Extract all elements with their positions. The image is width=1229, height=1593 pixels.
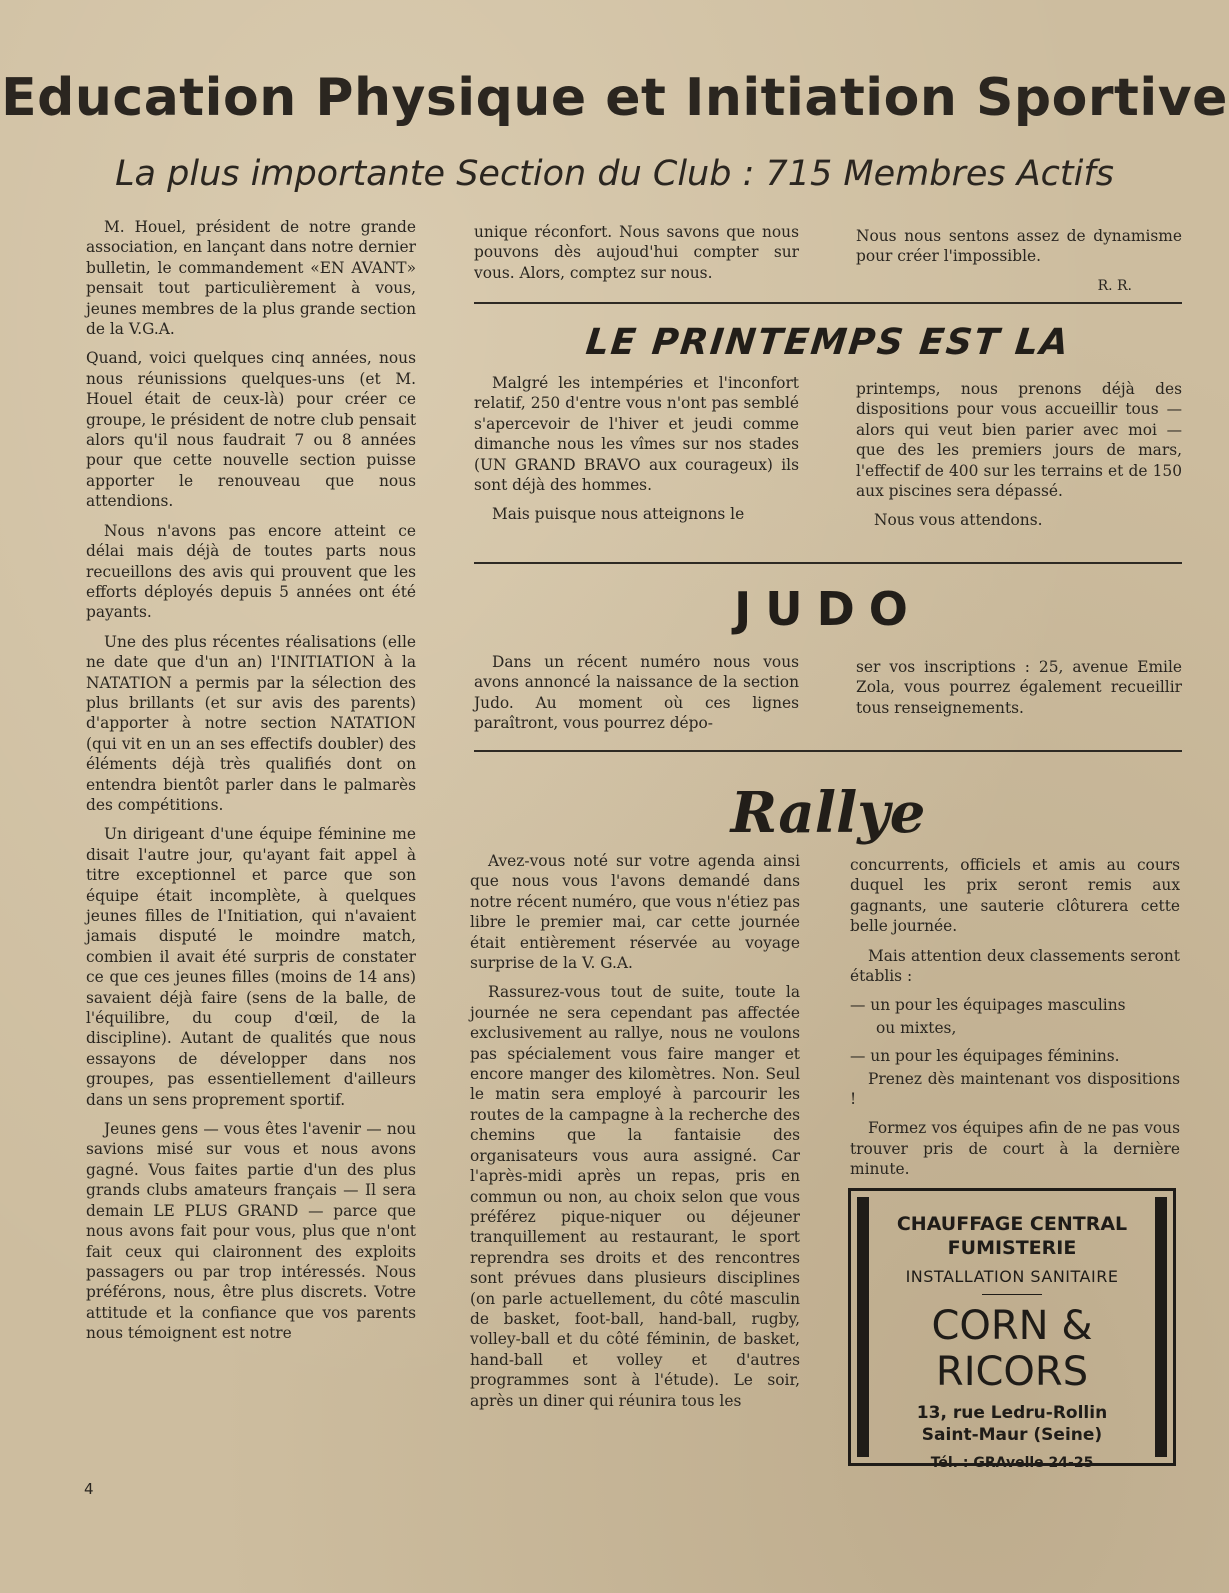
rallye-heading: Rallye (730, 780, 926, 846)
judo-right-column (856, 657, 1182, 727)
article-paragraph: Nous vous attendons. (874, 511, 1043, 530)
page-subtitle: La plus importante Section du Club : 715 Membres Actifs (115, 154, 1114, 194)
article-paragraph: Malgré les intempéries et l'inconfort relatif, 250 d'entre vous n'ont pas semblé s'apercevoir de l'hiver et jeudi comme dimanche nous les vîmes sur nos stades (UN GRAND BRAVO aux courageux) ils sont déjà des hommes. (474, 374, 799, 495)
article-paragraph: Jeunes gens — vous êtes l'avenir — nou savions misé sur vous et nous avons gagné. Vous faites partie d'un des plus grands clubs amateurs français — Il sera demain LE PLUS GRAND — parce que nous avons fait pour vous, plus que n'ont fait ceux qui claironnent des exploits passagers ou par trop intéressés. Nous préférons, nous, être plus discrets. Votre attitude et la confiance que vos parents nous témoignent est notre (86, 1120, 416, 1343)
printemps-heading: LE PRINTEMPS EST LA (583, 322, 1073, 363)
article-paragraph: Mais puisque nous atteignons le (492, 505, 745, 524)
printemps-right-column (856, 379, 1182, 540)
main-article-column (86, 217, 416, 1353)
article-paragraph: printemps, nous prenons déjà des dispositions pour vous accueillir tous — alors qui veut bien parier avec moi — que des les premiers jours de mars, l'effectif de 400 sur les terrains et de 150 aux piscines sera dépassé. (856, 380, 1182, 501)
article-paragraph: Avez-vous noté sur votre agenda ainsi que nous vous l'avons demandé dans notre récent numéro, que vous n'étiez pas libre le premier mai, car cette journée était entièrement réservée au voyage surprise de la V. G.A. (470, 852, 800, 973)
section-divider (474, 562, 1182, 564)
section-divider (474, 302, 1182, 304)
article-ending (856, 226, 1182, 296)
page-number: 4 (84, 1480, 94, 1498)
printemps-left-column (474, 373, 799, 534)
article-paragraph: Mais attention deux classements seront établis : (850, 946, 1180, 986)
article-paragraph: Nous n'avons pas encore atteint ce délai mais déjà de toutes parts nous recueillons des avis qui prouvent que les efforts déployés depuis 5 années ont été payants. (86, 521, 416, 622)
ad-phone: Tél. : GRAvelle 24-25 (930, 1455, 1094, 1471)
page-title: Education Physique et Initiation Sportive (1, 68, 1228, 128)
article-paragraph: unique réconfort. Nous savons que nous pouvons dès aujoud'hui compter sur vous. Alors, comptez sur nous. (474, 223, 799, 282)
article-paragraph: Nous nous sentons assez de dynamisme pour créer l'impossible. (856, 227, 1182, 266)
article-paragraph: Rassurez-vous tout de suite, toute la journée ne sera cependant pas affectée exclusivement au rallye, nous ne voulons pas spécialement vous faire manger et encore manger des kilomètres. Non. Seul le matin sera employé à parcourir les routes de la campagne à la recherche des chemins que la fantaisie des organisateurs vous aura assigné. Car l'après-midi après un repas, pris en commun ou non, au choix selon que vous préférez pique-niquer ou déjeuner tranquillement au restaurant, le sport reprendra ses droits et des rencontres sont prévues dans plusieurs disciplines (on parle actuellement, du côté masculin de basket, foot-ball, hand-ball, rugby, volley-ball et du côté féminin, de basket, hand-ball et volley et d'autres programmes sont à l'étude). Le soir, après un diner qui réunira tous les (470, 983, 800, 1410)
ad-company-name: CORN & RICORS (931, 1303, 1093, 1395)
ad-line: CHAUFFAGE CENTRAL (896, 1213, 1128, 1235)
ad-line: FUMISTERIE (947, 1237, 1077, 1259)
article-paragraph: Dans un récent numéro nous vous avons annoncé la naissance de la section Judo. Au moment où ces lignes paraîtront, vous pourrez dépo- (474, 653, 799, 733)
ad-city: Saint-Maur (Seine) (921, 1425, 1103, 1445)
rallye-left-column (470, 851, 800, 1420)
article-paragraph: Un dirigeant d'une équipe féminine me disait l'autre jour, qu'ayant fait appel à titre exceptionnel et parce que son équipe était incomplète, à quelques jeunes filles de l'Initiation, qui n'avaient jamais disputé le moindre match, combien il avait été surpris de constater ce que ces jeunes filles (moins de 14 ans) savaient déjà faire (sens de la balle, de l'équilibre, du coup d'œil, de la discipline). Autant de qualités que nous essayons de développer dans nos groupes, pas essentiellement d'ailleurs dans un sens proprement sportif. (86, 825, 416, 1109)
article-continuation (474, 222, 799, 292)
advertisement-frame (857, 1197, 1167, 1471)
article-paragraph: M. Houel, président de notre grande association, en lançant dans notre dernier bulletin, le commandement «EN AVANT» pensait tout particulièrement à vous, jeunes membres de la plus grande section de la V.G.A. (86, 218, 416, 339)
signature: R. R. (1097, 277, 1132, 294)
article-paragraph: Une des plus récentes réalisations (elle ne date que d'un an) l'INITIATION à la NATATION a permis par la sélection des plus brillants (et sur avis des parents) d'apporter à notre section NATATION (qui vit en un an ses effectifs doubler) des éléments déjà très qualifiés dont on entendra bientôt parler dans le palmarès des compétitions. (86, 632, 416, 814)
ad-address: 13, rue Ledru-Rollin (916, 1403, 1108, 1423)
article-paragraph: concurrents, officiels et amis au cours duquel les prix seront remis aux gagnants, une sauterie clôturera cette belle journée. (850, 856, 1180, 936)
list-item: — un pour les équipages féminins. (850, 1047, 1120, 1066)
list-item: — un pour les équipages masculins (850, 996, 1126, 1015)
judo-left-column (474, 652, 799, 743)
list-item: ou mixtes, (876, 1018, 957, 1037)
ad-line: INSTALLATION SANITAIRE (905, 1267, 1119, 1286)
article-paragraph: Quand, voici quelques cinq années, nous nous réunissions quelques-uns (et M. Houel était de ceux-là) pour créer ce groupe, le président de notre club pensait alors qu'il nous faudrait 7 ou 8 années pour que cette nouvelle section puisse apporter le renouveau que nous attendions. (86, 349, 416, 511)
section-divider (474, 750, 1182, 752)
article-paragraph: Prenez dès maintenant vos dispositions ! (850, 1069, 1180, 1109)
rallye-right-column (850, 855, 1180, 1189)
article-paragraph: Formez vos équipes afin de ne pas vous trouver pris de court à la dernière minute. (850, 1119, 1180, 1179)
article-paragraph: ser vos inscriptions : 25, avenue Emile Zola, vous pourrez également recueillir tous renseignements. (856, 658, 1182, 717)
judo-heading: JUDO (734, 582, 922, 636)
advertisement (848, 1188, 1176, 1471)
